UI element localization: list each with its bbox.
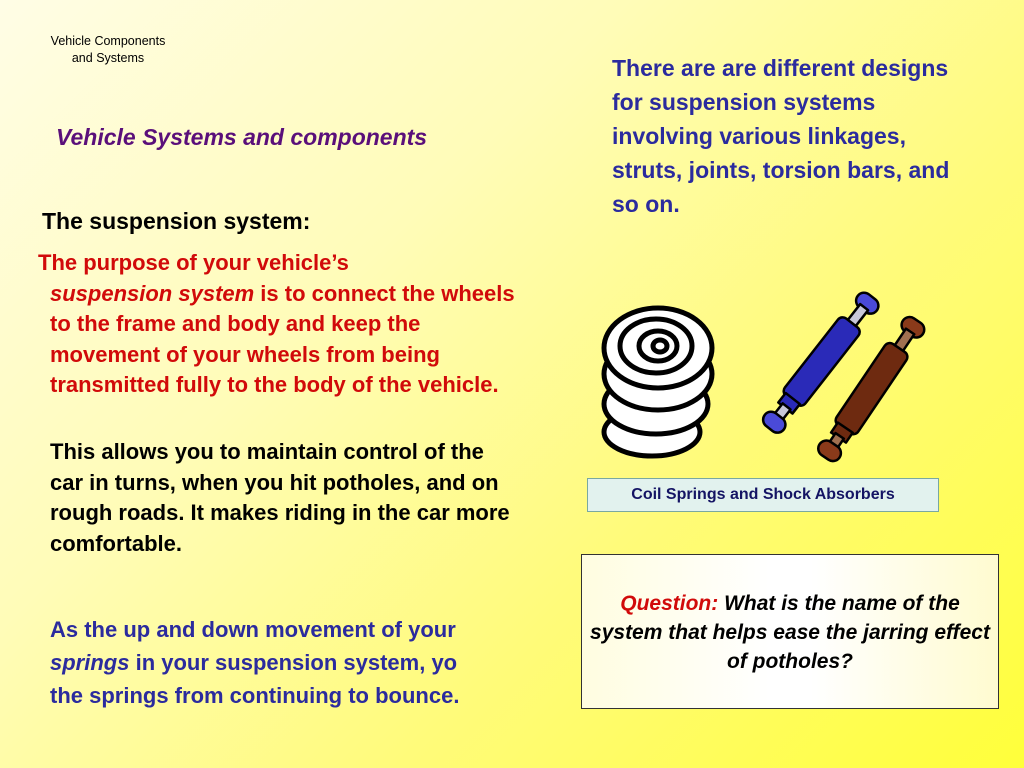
springs-line3: the springs from continuing to bounce. [50,683,460,708]
slide-title: Vehicle Systems and components [56,124,428,150]
purpose-text-end: is to connect the wheels to the frame and body and keep the movement of your wheels from being transmitted fully to the body of the vehicle. [50,280,515,397]
header-title [28,33,188,67]
springs-line1: As the up and down movement of your [50,617,456,642]
image-caption: Coil Springs and Shock Absorbers [587,478,939,512]
springs-line2 [50,646,580,679]
section-heading: The suspension system: [42,208,311,234]
header-title-line2: and Systems [71,51,145,65]
springs-line2-rest: in your suspension system, yo [129,650,458,675]
question-label: Question: [620,592,719,615]
header-title-line1: Vehicle Components [50,34,166,48]
purpose-text-body [38,279,518,401]
question-text: What is the name of the system that helps ease the jarring effect of potholes? [590,592,990,673]
suspension-system-emphasis: suspension system [50,280,255,306]
question-box [581,554,999,709]
springs-paragraph [50,613,580,712]
coil-spring-icon [604,308,712,456]
purpose-text-start: The purpose of your vehicle’s [38,250,349,275]
purpose-paragraph [38,248,518,401]
suspension-designs-text: There are are different designs for suspension systems involving various linkages, struts, joints, torsion bars, and so on. [612,55,950,217]
springs-emphasis: springs [50,650,130,675]
comfort-paragraph: This allows you to maintain control of the car in turns, when you hit potholes, and on rough roads. It makes riding in the car more comfortable. [50,439,510,556]
springs-and-shocks-illustration [596,286,936,472]
